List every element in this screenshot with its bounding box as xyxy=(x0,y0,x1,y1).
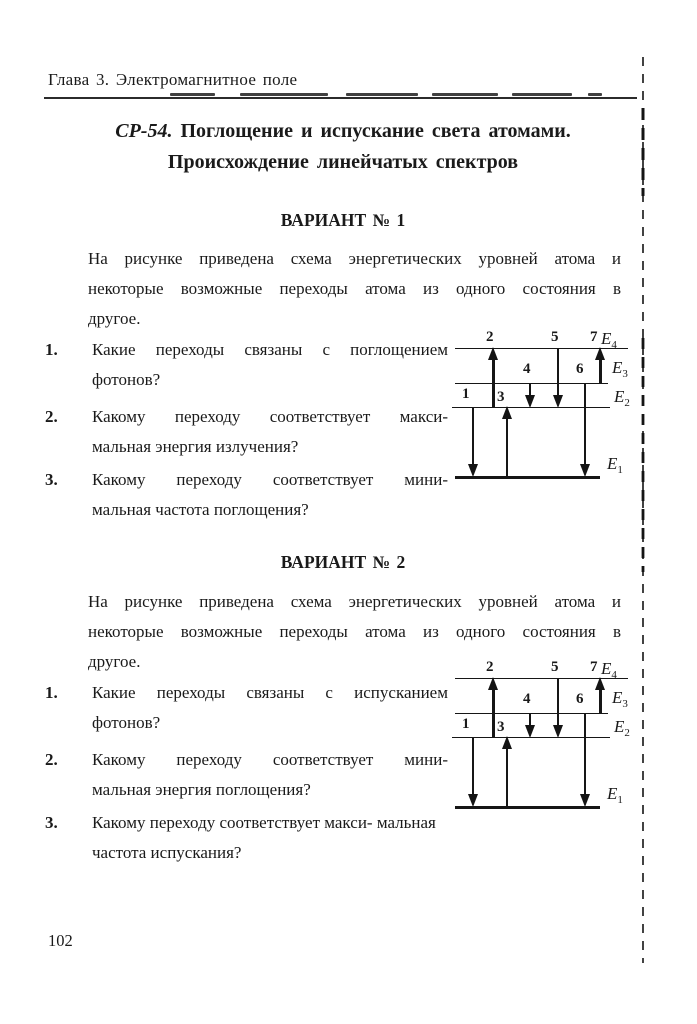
transition-2-shaft xyxy=(492,353,495,407)
transition-2-arrowhead xyxy=(488,677,498,690)
intro-line: На рисунке приведена схема энергетических уровней атома и xyxy=(88,592,621,611)
transition-5-label: 5 xyxy=(551,659,559,675)
transition-4-arrowhead xyxy=(525,395,535,408)
transition-4-label: 4 xyxy=(523,361,531,377)
question-line: Какому переходу соответствует мини- xyxy=(92,750,448,769)
energy-level-label-E3: $E_3$ xyxy=(612,688,628,710)
question-text xyxy=(92,402,448,462)
transition-5-shaft xyxy=(557,678,559,732)
worksheet-title-line1 xyxy=(48,116,638,147)
transition-5-arrowhead xyxy=(553,725,563,738)
transition-1-shaft xyxy=(472,737,474,801)
intro-line: некоторые возможные переходы атома из одного состояния в xyxy=(88,622,621,641)
transition-6-label: 6 xyxy=(576,691,584,707)
energy-level-diagram-variant-2 xyxy=(450,660,655,828)
question-text xyxy=(92,678,448,738)
worksheet-number: СР-54. xyxy=(115,120,173,142)
question-text xyxy=(92,335,448,395)
question-text xyxy=(92,808,448,868)
energy-level-label-E4: $E_4$ xyxy=(601,659,617,681)
question-line: мальная частота испускания? xyxy=(92,813,436,862)
transition-7-label: 7 xyxy=(590,329,598,345)
transition-1-arrowhead xyxy=(468,794,478,807)
intro-line: другое. xyxy=(88,652,141,671)
transition-2-label: 2 xyxy=(486,329,494,345)
question-line: фотонов? xyxy=(92,713,161,732)
question-number: 2. xyxy=(45,750,58,769)
transition-1-arrowhead xyxy=(468,464,478,477)
transition-2-arrowhead xyxy=(488,347,498,360)
intro-line: другое. xyxy=(88,309,141,328)
question-number: 1. xyxy=(45,683,58,702)
rule-ink-artifact xyxy=(170,93,215,96)
page-number: 102 xyxy=(48,931,73,950)
cut-dashed-line xyxy=(636,0,650,1024)
intro-line: некоторые возможные переходы атома из одного состояния в xyxy=(88,279,621,298)
transition-1-shaft xyxy=(472,407,474,471)
transition-1-label: 1 xyxy=(462,386,470,402)
question-line: Какие переходы связаны с поглощением xyxy=(92,340,448,359)
intro-line: На рисунке приведена схема энергетических уровней атома и xyxy=(88,249,621,268)
worksheet-title xyxy=(48,116,638,178)
question-line: Какие переходы связаны с испусканием xyxy=(92,683,448,702)
rule-ink-artifact xyxy=(240,93,328,96)
transition-2-label: 2 xyxy=(486,659,494,675)
header-rule xyxy=(44,97,637,99)
energy-level-label-E2: $E_2$ xyxy=(614,717,630,739)
transition-3-shaft xyxy=(506,742,508,806)
transition-3-arrowhead xyxy=(502,406,512,419)
question-line: Какому переходу соответствует мини- xyxy=(92,470,448,489)
transition-3-shaft xyxy=(506,412,508,476)
question-number: 1. xyxy=(45,340,58,359)
transition-7-label: 7 xyxy=(590,659,598,675)
question-line: мальная энергия излучения? xyxy=(92,437,299,456)
transition-6-arrowhead xyxy=(580,794,590,807)
question-line: мальная частота поглощения? xyxy=(92,500,309,519)
transition-5-shaft xyxy=(557,348,559,402)
transition-3-arrowhead xyxy=(502,736,512,749)
transition-7-arrowhead xyxy=(595,347,605,360)
question-line: мальная энергия поглощения? xyxy=(92,780,311,799)
transition-6-arrowhead xyxy=(580,464,590,477)
transition-1-label: 1 xyxy=(462,716,470,732)
question-number: 2. xyxy=(45,407,58,426)
question-number: 3. xyxy=(45,813,58,832)
rule-ink-artifact xyxy=(588,93,602,96)
question-text xyxy=(92,745,448,805)
question-number: 3. xyxy=(45,470,58,489)
transition-4-arrowhead xyxy=(525,725,535,738)
transition-3-label: 3 xyxy=(497,719,505,735)
rule-ink-artifact xyxy=(512,93,572,96)
energy-level-label-E1: $E_1$ xyxy=(607,784,623,806)
transition-2-shaft xyxy=(492,683,495,737)
variant-1-heading: ВАРИАНТ № 1 xyxy=(280,210,406,230)
question-text xyxy=(92,465,448,525)
energy-level-label-E2: $E_2$ xyxy=(614,387,630,409)
transition-5-label: 5 xyxy=(551,329,559,345)
chapter-header: Глава 3. Электромагнитное поле xyxy=(48,70,298,89)
energy-level-diagram-variant-1 xyxy=(450,330,655,498)
transition-6-label: 6 xyxy=(576,361,584,377)
energy-level-label-E1: $E_1$ xyxy=(607,454,623,476)
transition-3-label: 3 xyxy=(497,389,505,405)
transition-6-shaft xyxy=(584,713,586,801)
transition-7-arrowhead xyxy=(595,677,605,690)
energy-level-label-E4: $E_4$ xyxy=(601,329,617,351)
transition-4-label: 4 xyxy=(523,691,531,707)
question-line: Какому переходу соответствует макси- xyxy=(92,407,448,426)
variant-1-intro xyxy=(88,244,621,334)
transition-5-arrowhead xyxy=(553,395,563,408)
energy-level-label-E3: $E_3$ xyxy=(612,358,628,380)
question-line: фотонов? xyxy=(92,370,161,389)
rule-ink-artifact xyxy=(432,93,498,96)
worksheet-title-line1-text: Поглощение и испускание света атомами. xyxy=(172,120,571,142)
question-line: Какому переходу соответствует макси- xyxy=(92,813,373,832)
variant-2-heading: ВАРИАНТ № 2 xyxy=(280,552,406,572)
transition-6-shaft xyxy=(584,383,586,471)
rule-ink-artifact xyxy=(346,93,418,96)
worksheet-title-line2: Происхождение линейчатых спектров xyxy=(167,151,519,173)
